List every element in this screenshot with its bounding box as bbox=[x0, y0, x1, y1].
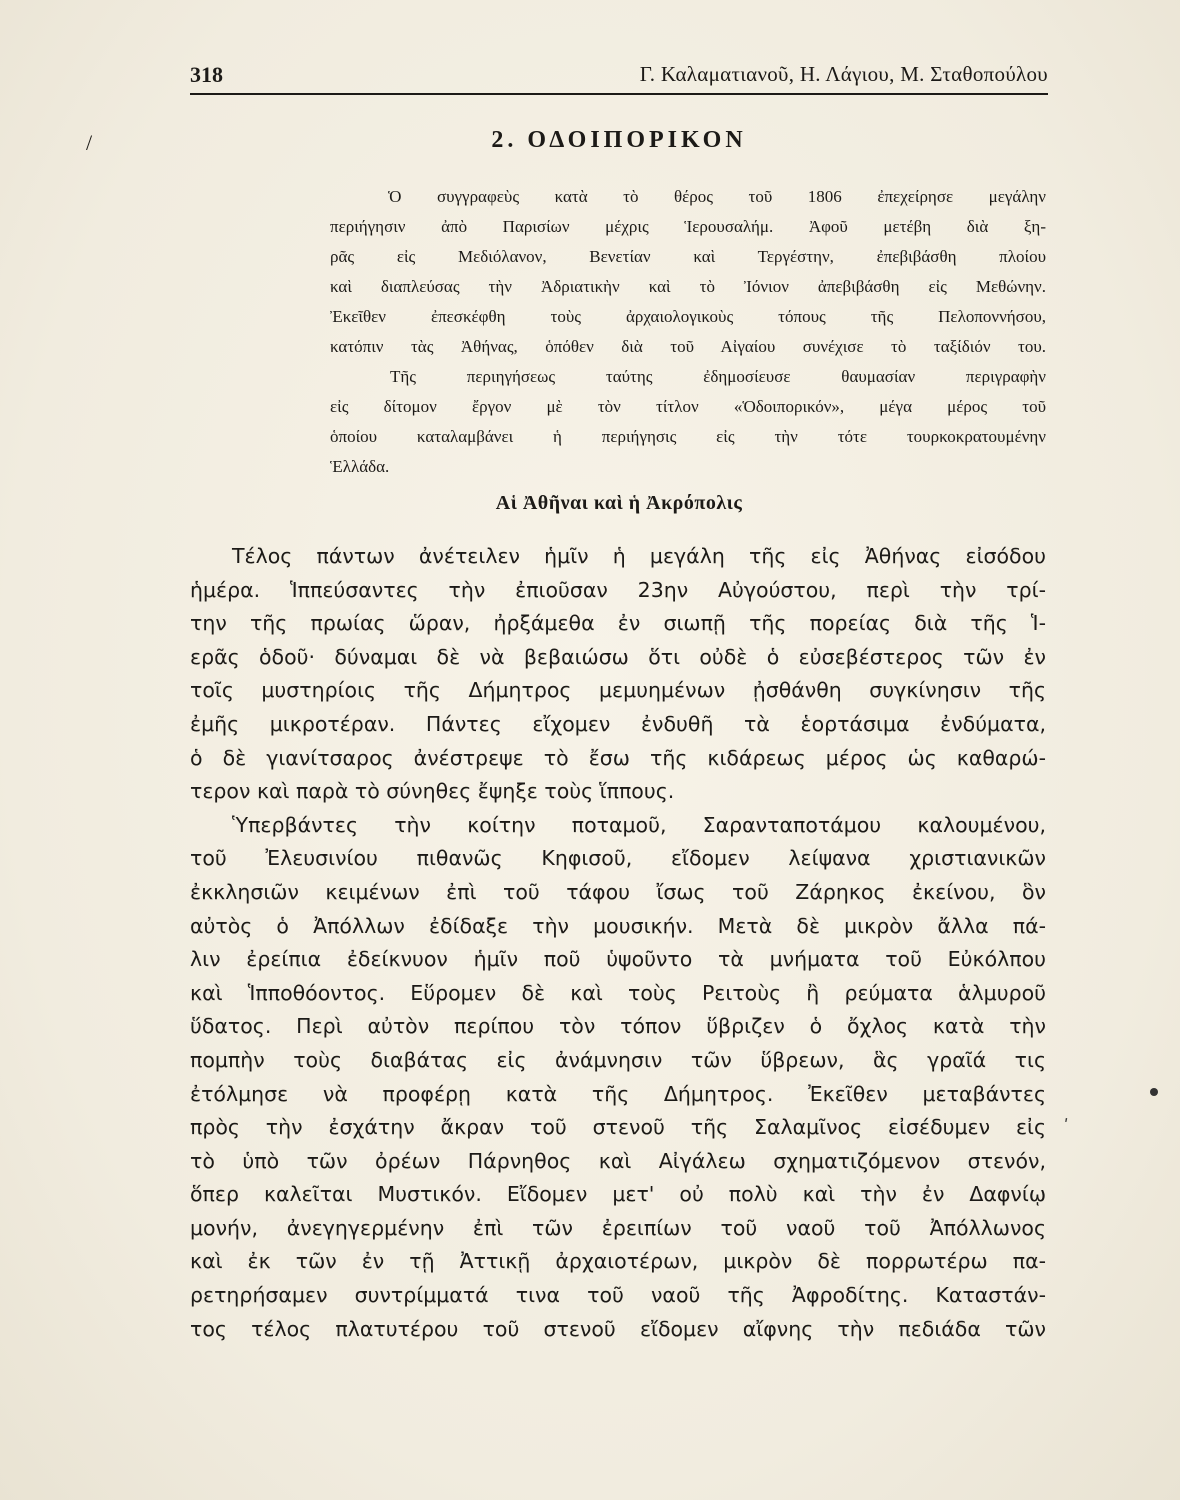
body-line: Τέλος πάντων ἀνέτειλεν ἡμῖν ἡ μεγάλη τῆς εἰς Ἀθήνας εἰσόδου bbox=[232, 544, 1046, 568]
body-line: τος τέλος πλατυτέρου τοῦ στενοῦ εἴδομεν αἴφνης τὴν πεδιάδα τῶν bbox=[190, 1316, 1046, 1341]
body-line: ἐτόλμησε νὰ προφέρῃ κατὰ τῆς Δήμητρος. Ἐκεῖθεν μεταβάντες bbox=[190, 1081, 1046, 1106]
intro-line: ὁποίου καταλαμβάνει ἡ περιήγησις εἰς τὴν τότε τουρκοκρατουμένην bbox=[330, 427, 1046, 446]
intro-line: Ἐκεῖθεν ἐπεσκέφθη τοὺς ἀρχαιολογικοὺς τόπους τῆς Πελοποννήσου, bbox=[330, 307, 1046, 326]
page-header bbox=[190, 56, 1048, 92]
body-line: πομπὴν τοὺς διαβάτας εἰς ἀνάμνησιν τῶν ὕβρεων, ἃς γραῖά τις bbox=[190, 1047, 1046, 1072]
intro-line: κατόπιν τὰς Ἀθήνας, ὁπόθεν διὰ τοῦ Αἰγαίου συνέχισε τὸ ταξίδιόν του. bbox=[330, 337, 1046, 356]
body-line: μονήν, ἀνεγηγερμένην ἐπὶ τῶν ἐρειπίων τοῦ ναοῦ τοῦ Ἀπόλλωνος bbox=[190, 1215, 1046, 1240]
body-line: ἐμῆς μικροτέραν. Πάντες εἴχομεν ἐνδυθῆ τὰ ἑορτάσιμα ἐνδύματα, bbox=[190, 711, 1046, 736]
body-line: ἐκκλησιῶν κειμένων ἐπὶ τοῦ τάφου ἴσως τοῦ Ζάρηκος ἐκείνου, ὃν bbox=[190, 879, 1046, 904]
body-line: καὶ ἐκ τῶν ἐν τῇ Ἀττικῇ ἀρχαιοτέρων, μικρὸν δὲ πορρωτέρω πα- bbox=[190, 1249, 1046, 1274]
page-number: 318 bbox=[190, 62, 223, 87]
intro-line: εἰς δίτομον ἔργον μὲ τὸν τίτλον «Ὁδοιπορικόν», μέγα μέρος τοῦ bbox=[330, 397, 1046, 416]
intro-line: καὶ διαπλεύσας τὴν Ἀδριατικὴν καὶ τὸ Ἰόνιον ἀπεβιβάσθη εἰς Μεθώνην. bbox=[330, 277, 1046, 296]
section-title: 2. ΟΔΟΙΠΟΡΙΚΟΝ bbox=[491, 127, 747, 153]
body-text bbox=[190, 540, 1046, 1346]
body-line: ἡμέρα. Ἱππεύσαντες τὴν ἐπιοῦσαν 23ην Αὐγούστου, περὶ τὴν τρί- bbox=[190, 577, 1046, 602]
body-line: την τῆς πρωίας ὥραν, ἠρξάμεθα ἐν σιωπῇ τῆς πορείας διὰ τῆς Ἱ- bbox=[190, 611, 1046, 636]
body-line: ὅπερ καλεῖται Μυστικόν. Εἴδομεν μετ' οὐ πολὺ καὶ τὴν ἐν Δαφνίῳ bbox=[190, 1182, 1046, 1207]
body-line: αὐτὸς ὁ Ἀπόλλων ἐδίδαξε τὴν μουσικήν. Μετὰ δὲ μικρὸν ἄλλα πά- bbox=[190, 913, 1046, 938]
body-line: πρὸς τὴν ἐσχάτην ἄκραν τοῦ στενοῦ τῆς Σαλαμῖνος εἰσέδυμεν εἰς bbox=[190, 1115, 1046, 1140]
intro-line: Τῆς περιηγήσεως ταύτης ἐδημοσίευσε θαυμασίαν περιγραφὴν bbox=[390, 367, 1046, 386]
header-rule bbox=[190, 93, 1048, 95]
margin-mark: / bbox=[86, 130, 93, 155]
intro-line: Ἑλλάδα. bbox=[330, 457, 390, 476]
intro-line: Ὁ συγγραφεὺς κατὰ τὸ θέρος τοῦ 1806 ἐπεχείρησε μεγάλην bbox=[388, 187, 1046, 206]
margin-dot bbox=[1150, 1088, 1158, 1096]
running-head: Γ. Καλαματιανοῦ, Η. Λάγιου, Μ. Σταθοπούλου bbox=[639, 62, 1048, 86]
subheading: Αἱ Ἀθῆναι καὶ ἡ Ἀκρόπολις bbox=[495, 492, 743, 514]
body-line: λιν ἐρείπια ἐδείκνυον ἡμῖν ποῦ ὑψοῦντο τὰ μνήματα τοῦ Εὐκόλπου bbox=[190, 947, 1046, 972]
body-line: ὁ δὲ γιανίτσαρος ἀνέστρεψε τὸ ἔσω τῆς κιδάρεως μέρος ὡς καθαρώ- bbox=[190, 745, 1046, 770]
body-line: τερον καὶ παρὰ τὸ σύνηθες ἔψηξε τοὺς ἵππους. bbox=[190, 779, 675, 804]
margin-tick: ʹ bbox=[1064, 1116, 1069, 1135]
intro-paragraph bbox=[330, 182, 1046, 482]
intro-line: περιήγησιν ἀπὸ Παρισίων μέχρις Ἱερουσαλήμ. Ἀφοῦ μετέβη διὰ ξη- bbox=[330, 217, 1046, 236]
body-line: ερᾶς ὁδοῦ· δύναμαι δὲ νὰ βεβαιώσω ὅτι οὐδὲ ὁ εὐσεβέστερος τῶν ἐν bbox=[190, 644, 1046, 669]
body-line: ρετηρήσαμεν συντρίμματά τινα τοῦ ναοῦ τῆς Ἀφροδίτης. Καταστάν- bbox=[190, 1283, 1046, 1308]
body-line: τὸ ὑπὸ τῶν ὀρέων Πάρνηθος καὶ Αἰγάλεω σχηματιζόμενον στενόν, bbox=[190, 1148, 1046, 1173]
body-line: Ὑπερβάντες τὴν κοίτην ποταμοῦ, Σαρανταποτάμου καλουμένου, bbox=[232, 812, 1046, 837]
body-line: ὕδατος. Περὶ αὐτὸν περίπου τὸν τόπον ὕβριζεν ὁ ὄχλος κατὰ τὴν bbox=[190, 1014, 1046, 1039]
body-line: καὶ Ἱπποθόοντος. Εὕρομεν δὲ καὶ τοὺς Ρειτοὺς ἢ ρεύματα ἁλμυροῦ bbox=[190, 980, 1046, 1005]
body-line: τοῖς μυστηρίοις τῆς Δήμητρος μεμυημένων ᾐσθάνθη συγκίνησιν τῆς bbox=[190, 678, 1046, 703]
intro-line: ρᾶς εἰς Μεδιόλανον, Βενετίαν καὶ Τεργέστην, ἐπεβιβάσθη πλοίου bbox=[330, 247, 1046, 266]
body-line: τοῦ Ἐλευσινίου πιθανῶς Κηφισοῦ, εἴδομεν λείψανα χριστιανικῶν bbox=[190, 846, 1046, 871]
